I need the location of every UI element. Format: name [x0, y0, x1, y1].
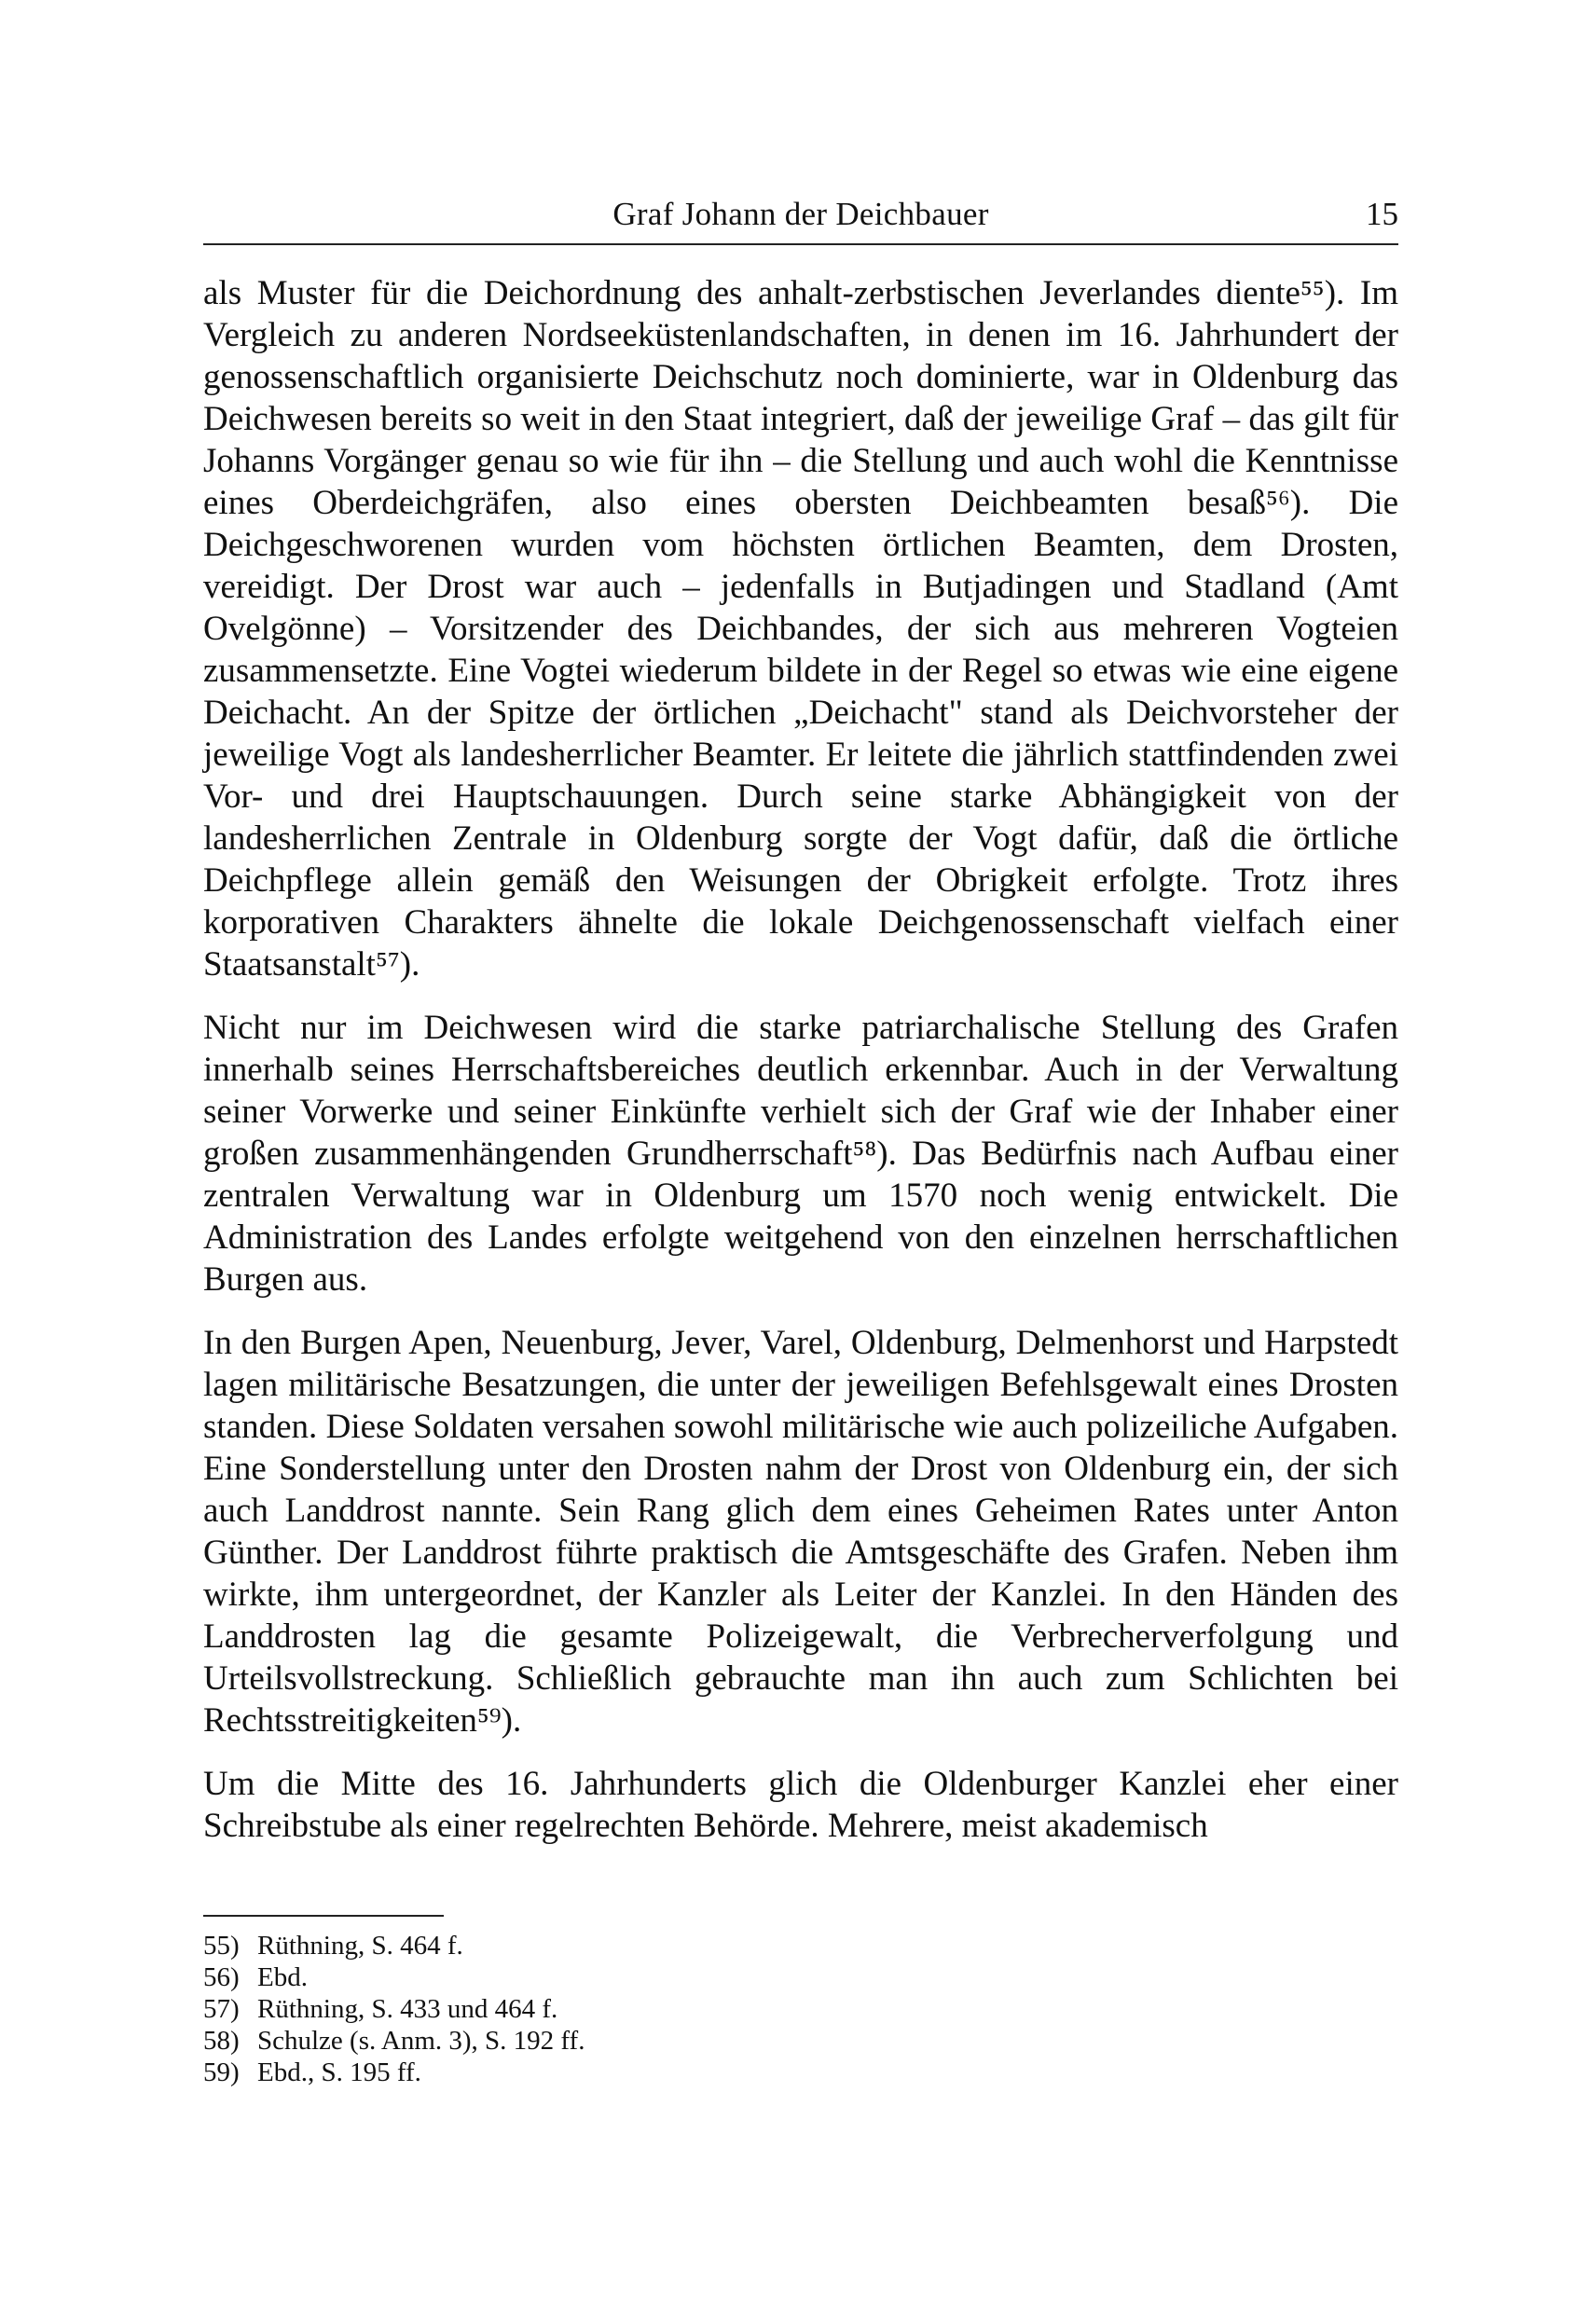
paragraph: Um die Mitte des 16. Jahrhunderts glich die Oldenburger Kanzlei eher einer Schreibstube als einer regelrechten Behörde. Mehrere, meist akademisch [203, 1765, 1398, 1845]
footnote-number: 58) [203, 2026, 240, 2056]
paragraph: Nicht nur im Deichwesen wird die starke patriarchalische Stellung des Grafen innerhalb seines Herrschaftsbereiches deutlich erkennbar. Auch in der Verwaltung seiner Vorwerke und seiner Einkünfte verhielt sich der Graf wie der Inhaber einer großen zusammenhängenden Grundherrschaft⁵⁸). Das Bedürfnis nach Aufbau einer zentralen Verwaltung war in Oldenburg um 1570 noch wenig entwickelt. Die Administration des Landes erfolgte weitgehend von den einzelnen herrschaftlichen Burgen aus. [203, 1009, 1398, 1299]
footnote-text: Rüthning, S. 464 f. [257, 1931, 463, 1961]
running-title: Graf Johann der Deichbauer [612, 196, 989, 232]
footnote [203, 2025, 1398, 2057]
paragraph: In den Burgen Apen, Neuenburg, Jever, Varel, Oldenburg, Delmenhorst und Harpstedt lagen militärische Besatzungen, die unter der jeweiligen Befehlsgewalt eines Drosten standen. Diese Soldaten versahen sowohl militärische wie auch polizeiliche Aufgaben. Eine Sonderstellung unter den Drosten nahm der Drost von Oldenburg ein, der sich auch Landdrost nannte. Sein Rang glich dem eines Geheimen Rates unter Anton Günther. Der Landdrost führte praktisch die Amtsgeschäfte des Grafen. Neben ihm wirkte, ihm untergeordnet, der Kanzler als Leiter der Kanzlei. In den Händen des Landdrosten lag die gesamte Polizeigewalt, die Verbrecherverfolgung und Urteilsvollstreckung. Schließlich gebrauchte man ihn auch zum Schlichten bei Rechtsstreitigkeiten⁵⁹). [203, 1324, 1398, 1740]
footnote-number: 55) [203, 1931, 240, 1961]
header-rule [203, 243, 1398, 245]
paragraph: als Muster für die Deichordnung des anhalt-zerbstischen Jeverlandes diente⁵⁵). Im Vergleich zu anderen Nordseeküstenlandschaften, in denen im 16. Jahrhundert der genossenschaftlich organisierte Deichschutz noch dominierte, war in Oldenburg das Deichwesen bereits so weit in den Staat integriert, daß der jeweilige Graf – das gilt für Johanns Vorgänger genau so wie für ihn – die Stellung und auch wohl die Kenntnisse eines Oberdeichgräfen, also eines obersten Deichbeamten besaß⁵⁶). Die Deichgeschworenen wurden vom höchsten örtlichen Beamten, dem Drosten, vereidigt. Der Drost war auch – jedenfalls in Butjadingen und Stadland (Amt Ovelgönne) – Vorsitzender des Deichbandes, der sich aus mehreren Vogteien zusammensetzte. Eine Vogtei wiederum bildete in der Regel so etwas wie eine eigene Deichacht. An der Spitze der örtlichen „Deichacht" stand als Deichvorsteher der jeweilige Vogt als landesherrlicher Beamter. Er leitete die jährlich stattfindenden zwei Vor- und drei Hauptschauungen. Durch seine starke Abhängigkeit von der landesherrlichen Zentrale in Oldenburg sorgte der Vogt dafür, daß die örtliche Deichpflege allein gemäß den Weisungen der Obrigkeit erfolgte. Trotz ihres korporativen Charakters ähnelte die lokale Deichgenossenschaft vielfach einer Staatsanstalt⁵⁷). [203, 274, 1398, 984]
footnotes [203, 1930, 1398, 2088]
footnote [203, 1961, 1398, 1993]
footnote-number: 56) [203, 1962, 240, 1992]
footnote [203, 1930, 1398, 1961]
running-header [203, 190, 1398, 239]
body-text [203, 272, 1398, 1847]
footnote-text: Rüthning, S. 433 und 464 f. [257, 1994, 558, 2024]
footnote-text: Schulze (s. Anm. 3), S. 192 ff. [257, 2026, 585, 2056]
page-number: 15 [1366, 196, 1398, 232]
footnote-number: 59) [203, 2057, 240, 2087]
footnote-number: 57) [203, 1994, 240, 2024]
footnote-text: Ebd., S. 195 ff. [257, 2057, 421, 2087]
footnote [203, 1993, 1398, 2025]
footnote [203, 2057, 1398, 2088]
footnote-text: Ebd. [257, 1962, 308, 1992]
footnote-rule [203, 1915, 444, 1917]
